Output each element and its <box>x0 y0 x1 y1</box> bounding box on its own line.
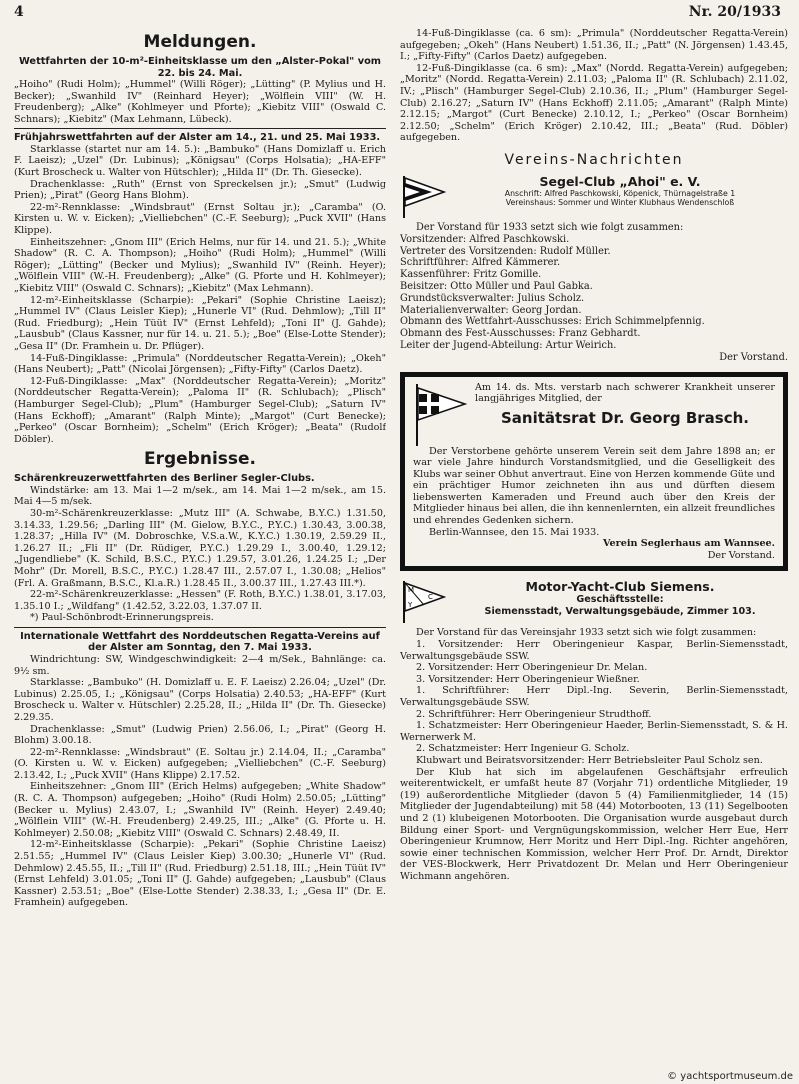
myc-flag-letter: M <box>408 586 415 595</box>
dingi14-paragraph: 14-Fuß-Dingiklasse (ca. 6 sm): „Primula" (Norddeutscher Regatta-Verein) aufgegeben; „Okeh" (Hans Neubert) 1.51.36, II.; „Patt" (N. Jörgensen) 1.43.45, I.; „Fifty-Fifty" (Carlos Daetz) aufgegeben. <box>400 28 788 63</box>
fruehjahr-paragraph: Einheitszehner: „Gnom III" (Erich Helms, nur für 14. und 21. 5.); „White Shadow" (R. C. A. Thompson); „Hoiho" (Rudi Holm); „Hummel" (Willi Röger); „Lütting" (Becker und Mylius); „Swanhild IV" (Reinh. Heyer); „Wölflein VIII" (W.-H. Freudenberg); „Alke" (G. Pforte und H. Kohlmeyer); „Kiebitz VIII" (Oswald C. Schnars); „Kiebitz" (Max Lehmann). <box>14 236 386 294</box>
divider <box>14 627 386 628</box>
page-number: 4 <box>14 4 24 20</box>
vereins-nachrichten-title: Vereins-Nachrichten <box>504 151 684 168</box>
dingi12-paragraph: 12-Fuß-Dingiklasse (ca. 6 sm): „Max" (Nordd. Regatta-Verein) aufgegeben; „Moritz" (Nordd. Regatta-Verein) 2.11.03; „Paloma II" (R. Schlubach) 2.11.02, IV.; „Plisch" (Hamburger Segel-Club) 2.10.36, II.; „Plum" (Hamburger Segel-Club) 2.16.27; „Saturn IV" (Hans Eckhoff) 2.11.05; „Amarant" (Ralph Minte) 2.12.15; „Margot" (Curt Benecke) 2.10.12, I.; „Perkeo" (Oscar Bornheim) 2.12.50; „Schelm" (Erich Kröger) 2.10.42, III.; „Beata" (Rud. Döbler) aufgegeben. <box>400 62 788 144</box>
myc-info <box>452 579 788 623</box>
myc-member: 3. Vorsitzender: Herr Oberingenieur Wießner. <box>416 673 640 685</box>
schaeren-footnote: *) Paul-Schönbrodt-Erinnerungspreis. <box>30 612 214 624</box>
ahoi-board-list <box>400 222 788 364</box>
myc-pennant-icon <box>400 579 446 623</box>
ahoi-header <box>400 174 788 218</box>
ndr-paragraph: 22-m²-Rennklasse: „Windsbraut" (E. Soltau jr.) 2.14.04, II.; „Caramba" (O. Kirsten u. W. v. Eicken) aufgegeben; „Vielliebchen" (C.-F. Seeburg) 2.13.42, I.; „Puck XVII" (Hans Klippe) 2.17.52. <box>14 746 386 781</box>
obituary-club: Verein Seglerhaus am Wannsee. <box>603 538 775 550</box>
ndr-paragraph: Drachenklasse: „Smut" (Ludwig Prien) 2.56.06, I.; „Pirat" (Georg H. Blohm) 3.00.18. <box>14 723 386 747</box>
myc-member: 1. Schriftführer: Herr Dipl.-Ing. Severin, Berlin-Siemensstadt, Verwaltungsgebäude SSW. <box>400 685 788 708</box>
alster-pokal-heading: Wettfahrten der 10-m²-Einheitsklasse um den „Alster-Pokal" vom 22. bis 24. Mai. <box>18 56 382 79</box>
schaeren-heading: Schärenkreuzerwettfahrten des Berliner Segler-Clubs. <box>14 473 315 485</box>
myc-closing: Klubwart und Beiratsvorsitzender: Herr Betriebsleiter Paul Scholz sen. <box>416 754 763 766</box>
ahoi-member: Schriftführer: Alfred Kämmerer. <box>400 257 561 269</box>
myc-header <box>400 579 788 623</box>
obituary-intro: Am 14. ds. Mts. verstarb nach schwerer Krankheit unserer langjähriges Mitglied, der <box>475 381 775 405</box>
obituary-top <box>413 382 775 446</box>
fruehjahr-paragraph: 12-m²-Einheitsklasse (Scharpie): „Pekari" (Sophie Christine Laeisz); „Hummel IV" (Claus Leisler Kiep); „Hunerle VI" (Rud. Dehmlow); „Till II" (Rud. Friedburg); „Hein Tüüt IV" (Ernst Lehfeld); „Toni II" (J. Gahde); „Lausbub" (Claus Kassner, nur für 14. u. 21. 5.); „Boe" (Else-Lotte Stender); „Gesa II" (Dr. Framhein u. Dr. Pflüger). <box>14 294 386 352</box>
fruehjahr-paragraph: 22-m²-Rennklasse: „Windsbraut" (Ernst Soltau jr.); „Caramba" (O. Kirsten u. W. v. Eicken); „Vielliebchen" (C.-F. Seeburg); „Puck XVII" (Hans Klippe). <box>14 201 386 237</box>
myc-board-list <box>400 627 788 882</box>
divider <box>14 128 386 129</box>
ndr-list <box>14 654 386 909</box>
ahoi-clubhouse: Vereinshaus: Sommer und Winter Klubhaus Wendenschloß <box>505 198 735 208</box>
ahoi-address: Anschrift: Alfred Paschkowski, Köpenick, Thürnagelstraße 1 <box>504 188 736 198</box>
ndr-paragraph: Einheitszehner: „Gnom III" (Erich Helms) aufgegeben; „White Shadow" (R. C. A. Thompson) aufgegeben; „Hoiho" (Rudi Holm) 2.50.05; „Lütting" (Becker u. Mylius) 2.43.07, I.; „Swanhild IV" (Reinh. Heyer) 2.49.40; „Wölflein VIII" (W.-H. Freudenberg) 2.49.25, III.; „Alke" (G. Pforte u. H. Kohlmeyer) 2.50.08; „Kiebitz VIII" (Oswald C. Schnars) 2.48.49, II. <box>14 781 386 839</box>
myc-flag-letter: Y <box>408 601 413 610</box>
fruehjahr-heading: Frühjahrswettfahrten auf der Alster am 14., 21. und 25. Mai 1933. <box>14 132 381 144</box>
ergebnisse-title: Ergebnisse. <box>143 449 257 470</box>
myc-member: 1. Vorsitzender: Herr Oberingenieur Kaspar, Berlin-Siemensstadt, Verwaltungsgebäude SSW. <box>400 639 788 662</box>
ahoi-member: Vertreter des Vorsitzenden: Rudolf Müller. <box>400 245 611 257</box>
obituary-body: Der Verstorbene gehörte unserem Verein seit dem Jahre 1898 an; er war viele Jahre hindurch Vorstandsmitglied, und die Geselligkeit des Klubs war seiner Obhut anvertraut. Eine von Herzen kommende Güte und ein prächtiger Humor zeichneten ihn aus und dürften diesem liebenswerten Kameraden und Freund auch über den Kreis der Mitglieder hinaus bei allen, die ihn kennenlernten, ein allzeit freundliches und ehrendes Gedenken sichern. <box>413 445 775 527</box>
fruehjahr-paragraph: 14-Fuß-Dingiklasse: „Primula" (Norddeutscher Regatta-Verein); „Okeh" (Hans Neubert); „Patt" (Nicolai Jörgensen); „Fifty-Fifty" (Carlos Daetz). <box>14 352 386 376</box>
right-column <box>400 28 788 1074</box>
myc-office: Siemensstadt, Verwaltungsgebäude, Zimmer 103. <box>484 605 756 617</box>
myc-member: 2. Schatzmeister: Herr Ingenieur G. Scholz. <box>416 743 630 755</box>
ahoi-member: Obmann des Fest-Ausschusses: Franz Gebhardt. <box>400 328 641 340</box>
ahoi-member: Obmann des Wettfahrt-Ausschusses: Erich Schimmelpfennig. <box>400 316 705 328</box>
myc-flag-letter: C <box>428 593 433 602</box>
myc-member: 1. Schatzmeister: Herr Oberingenieur Haeder, Berlin-Siemensstadt, S. & H. Wernerwerk M. <box>400 720 788 743</box>
myc-office-label: Geschäftsstelle: <box>576 594 664 606</box>
issue-number: Nr. 20/1933 <box>688 4 781 20</box>
fruehjahr-list <box>14 144 386 445</box>
myc-name: Motor-Yacht-Club Siemens. <box>525 579 715 595</box>
obituary-intro-wrap <box>475 382 775 446</box>
alster-pokal-text: „Hoiho" (Rudi Holm); „Hummel" (Willi Röger); „Lütting" (P. Mylius und H. Becker); „Swanhild IV" (Reinhard Heyer); „Wölflein VIII" (W. H. Freudenberg); „Alke" (Kohlmeyer und Pforte); „Kiebitz VIII" (Oswald C. Schnars); „Kiebitz" (Max Lehmann, Lübeck). <box>14 79 386 125</box>
ahoi-name: Segel-Club „Ahoi" e. V. <box>539 173 701 189</box>
schaeren-paragraph: 30-m²-Schärenkreuzerklasse: „Mutz III" (A. Schwabe, B.Y.C.) 1.31.50, 3.14.33, 1.29.56; „Darling III" (M. Gielow, B.Y.C., P.Y.C.) 1.30.43, 3.00.38, 1.28.37; „Hilla IV" (M. Dobroschke, V.S.a.W., K.Y.C.) 1.30.19, 2.59.29 II., 1.26.27 II.; „Fli II" (Dr. Rüdiger, P.Y.C.) 1.29.29 I., 3.00.40, 1.29.12; „Jugendliebe" (K. Schild, B.S.C., P.Y.C.) 1.29.57, 3.01.26, 1.24.25 I.; „Der Mohr" (Dr. Morell, B.S.C., P.Y.C.) 1.28.47 III., 2.57.07 I., 1.30.08; „Helios" (Frl. A. Graßmann, B.S.C., Kl.a.R.) 1.28.45 II., 3.00.37 III., 1.27.43 III.*). <box>14 508 386 589</box>
ahoi-member: Leiter der Jugend-Abteilung: Artur Weirich. <box>400 339 617 351</box>
ahoi-info <box>452 174 788 218</box>
ahoi-member: Vorsitzender: Alfred Paschkowski. <box>400 233 570 245</box>
obituary-name: Sanitätsrat Dr. Georg Brasch. <box>501 408 749 427</box>
ndr-paragraph: Windrichtung: SW, Windgeschwindigkeit: 2—4 m/Sek., Bahnlänge: ca. 9½ sm. <box>14 653 386 677</box>
meldungen-title: Meldungen. <box>143 32 257 52</box>
left-column <box>14 28 386 1074</box>
obituary-box <box>400 372 788 572</box>
schaeren-paragraph: Windstärke: am 13. Mai 1—2 m/sek., am 14. Mai 1—2 m/sek., am 15. Mai 4—5 m/sek. <box>14 484 386 508</box>
ahoi-pennant-icon <box>400 174 446 218</box>
fruehjahr-paragraph: 12-Fuß-Dingiklasse: „Max" (Norddeutscher Regatta-Verein); „Moritz" (Norddeutscher Regatta-Verein); „Paloma II" (R. Schlubach); „Plisch" (Hamburger Segel-Club); „Plum" (Hamburger Segel-Club); „Saturn IV" (Hans Eckhoff); „Amarant" (Ralph Minte); „Margot" (Curt Benecke); „Perkeo" (Oscar Bornheim); „Schelm" (Erich Kröger); „Beata" (Rudolf Döbler). <box>14 375 386 445</box>
ahoi-member: Kassenführer: Fritz Gomille. <box>400 269 542 281</box>
fruehjahr-paragraph: Drachenklasse: „Ruth" (Ernst von Spreckelsen jr.); „Smut" (Ludwig Prien); „Pirat" (Georg Hans Blohm). <box>14 178 386 202</box>
ahoi-member: Grundstücksverwalter: Julius Scholz. <box>400 292 585 304</box>
myc-closing: Der Klub hat sich im abgelaufenen Geschäftsjahr erfreulich weiterentwickelt, er umfaßt heute 87 (Vorjahr 71) ordentliche Mitglieder, 19 (19) außerordentliche Mitglieder (davon 5 (4) Familienmitglieder, 14 (15) Mitglieder der Jugendabteilung) mit 58 (44) Motorbooten, 13 (11) Segelbooten und 2 (1) klubeigenen Motorbooten. Die Organisation wurde ausgebaut durch Bildung einer Sport- und Vergnügungskommission, welcher Herr Eue, Herr Oberingenieur Krumnow, Herr Moritz und Herr Dipl.-Ing. Richter angehören, sowie einer technischen Kommission, welcher Herr Prof. Dr. Arndt, Direktor der VES-Blockwerk, Herr Privatdozent Dr. Melan und Herr Oberingenieur Wichmann angehören. <box>400 766 788 882</box>
club-burgee-icon <box>413 382 467 446</box>
ahoi-member: Beisitzer: Otto Müller und Paul Gabka. <box>400 280 593 292</box>
ndr-paragraph: 12-m²-Einheitsklasse (Scharpie): „Pekari" (Sophie Christine Laeisz) 2.51.55; „Hummel IV" (Claus Leisler Kiep) 3.00.30; „Hunerle VI" (Rud. Dehmlow) 2.45.55, II.; „Till II" (Rud. Friedburg) 2.51.18, III.; „Hein Tüüt IV" (Ernst Lehfeld) 3.01.05; „Toni II" (J. Gahde) aufgegeben; „Lausbub" (Claus Kassner) 2.53.51; „Boe" (Else-Lotte Stender) 2.38.33, I.; „Gesa II" (Dr. E. Framhein) aufgegeben. <box>14 839 386 909</box>
ahoi-signature: Der Vorstand. <box>719 351 788 363</box>
ahoi-member: Materialienverwalter: Georg Jordan. <box>400 304 582 316</box>
myc-member: 2. Schriftführer: Herr Oberingenieur Strudthoff. <box>416 708 652 720</box>
myc-intro: Der Vorstand für das Vereinsjahr 1933 setzt sich wie folgt zusammen: <box>416 627 757 639</box>
ndr-heading: Internationale Wettfahrt des Norddeutschen Regatta-Vereins auf der Alster am Sonntag, den 7. Mai 1933. <box>20 630 380 654</box>
schaeren-paragraph: 22-m²-Schärenkreuzerklasse: „Hessen" (F. Roth, B.Y.C.) 1.38.01, 3.17.03, 1.35.10 I.; „Wildfang" (1.42.52, 3.22.03, 1.37.07 II. <box>14 589 386 612</box>
schaeren-list <box>14 485 386 624</box>
watermark: © yachtsportmuseum.de <box>667 1071 793 1082</box>
ndr-paragraph: Starklasse: „Bambuko" (H. Domizlaff u. E. F. Laeisz) 2.26.04; „Uzel" (Dr. Lubinus) 2.25.05, I.; „Königsau" (Corps Holsatia) 2.40.53; „HA-EFF" (Kurt Broscheck u. Walter v. Hütschler) 2.25.28, II.; „Hilda II" (Dr. Th. Giesecke) 2.29.35. <box>14 677 386 723</box>
obituary-place-date: Berlin-Wannsee, den 15. Mai 1933. <box>429 526 600 538</box>
fruehjahr-paragraph: Starklasse (startet nur am 14. 5.): „Bambuko" (Hans Domizlaff u. Erich F. Laeisz); „Uzel" (Dr. Lubinus); „Königsau" (Corps Holsatia); „HA-EFF" (Kurt Broscheck u. Walter von Hütschler); „Hilda II" (Dr. Th. Giesecke). <box>14 143 386 179</box>
obituary-signature: Der Vorstand. <box>707 549 775 561</box>
myc-member: 2. Vorsitzender: Herr Oberingenieur Dr. Melan. <box>416 662 648 674</box>
ahoi-intro: Der Vorstand für 1933 setzt sich wie folgt zusammen: <box>416 221 684 233</box>
